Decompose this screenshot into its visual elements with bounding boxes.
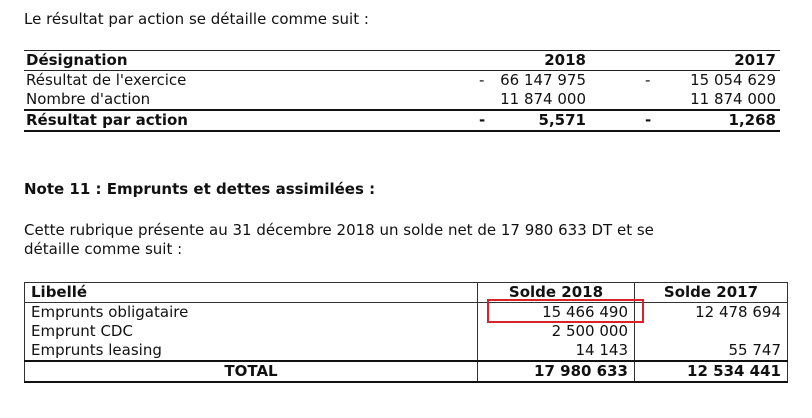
value-2018: 11 874 000 xyxy=(500,90,586,108)
table-header-row xyxy=(25,283,788,303)
row-label: Nombre d'action xyxy=(26,90,151,108)
value-2018: 66 147 975 xyxy=(500,71,586,89)
table-total-row xyxy=(24,109,780,132)
solde-2018: 15 466 490 xyxy=(478,303,635,323)
total-2018: 5,571 xyxy=(538,111,586,129)
header-designation: Désignation xyxy=(26,51,128,69)
table-row xyxy=(25,303,788,323)
header-solde-2017: Solde 2017 xyxy=(635,283,788,303)
sign-2018: - xyxy=(479,111,486,129)
row-label: Emprunts obligataire xyxy=(25,303,478,323)
header-2018: 2018 xyxy=(544,51,586,69)
solde-2017: 55 747 xyxy=(635,341,788,361)
solde-2017: 12 478 694 xyxy=(635,303,788,323)
earnings-per-share-table xyxy=(24,50,780,132)
row-label: Emprunt CDC xyxy=(25,322,478,341)
value-2017: 11 874 000 xyxy=(690,90,776,108)
table-row xyxy=(25,322,788,341)
highlight-box xyxy=(487,299,644,323)
solde-2017 xyxy=(635,322,788,341)
header-libelle: Libellé xyxy=(25,283,478,303)
table-row xyxy=(24,90,780,109)
total-2017: 1,268 xyxy=(728,111,776,129)
value-2017: 15 054 629 xyxy=(690,71,776,89)
table-total-row xyxy=(25,361,788,382)
total-label: Résultat par action xyxy=(26,111,188,129)
table-header-row xyxy=(24,50,780,71)
loans-table xyxy=(24,282,788,383)
note-text-line2: détaille comme suit : xyxy=(24,240,183,258)
intro-text: Le résultat par action se détaille comme suit : xyxy=(24,10,369,28)
note-title: Note 11 : Emprunts et dettes assimilées : xyxy=(24,180,376,198)
sign-2017: - xyxy=(645,111,652,129)
table-row xyxy=(25,341,788,361)
total-label: TOTAL xyxy=(25,361,478,382)
header-solde-2018: Solde 2018 xyxy=(478,283,635,303)
header-2017: 2017 xyxy=(734,51,776,69)
sign-2017: - xyxy=(645,71,651,89)
note-text-line1: Cette rubrique présente au 31 décembre 2018 un solde net de 17 980 633 DT et se xyxy=(24,221,654,239)
solde-2018: 2 500 000 xyxy=(478,322,635,341)
table-row xyxy=(24,71,780,90)
sign-2018: - xyxy=(479,71,485,89)
total-2018: 17 980 633 xyxy=(478,361,635,382)
solde-2018: 14 143 xyxy=(478,341,635,361)
total-2017: 12 534 441 xyxy=(635,361,788,382)
row-label: Résultat de l'exercice xyxy=(26,71,187,89)
row-label: Emprunts leasing xyxy=(25,341,478,361)
